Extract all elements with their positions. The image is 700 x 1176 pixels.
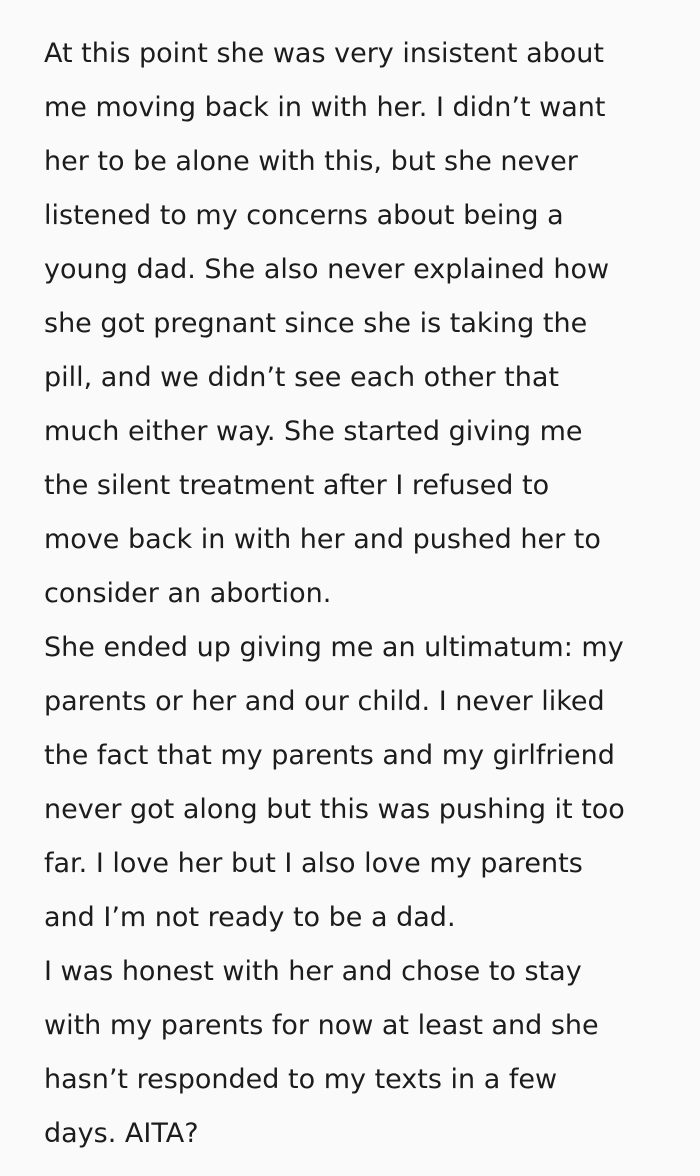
text-line: never got along but this was pushing it too [44,794,625,825]
text-line: days. AITA? [44,1118,199,1149]
text-line: young dad. She also never explained how [44,254,610,285]
text-line: She ended up giving me an ultimatum: my [44,632,624,663]
text-line: parents or her and our child. I never liked [44,686,605,717]
text-line: the silent treatment after I refused to [44,470,550,501]
text-line: listened to my concerns about being a [44,200,564,231]
text-line: consider an abortion. [44,578,332,609]
text-line: with my parents for now at least and she [44,1010,599,1041]
text-line: hasn’t responded to my texts in a few [44,1064,558,1095]
paragraph-2 [44,621,680,945]
text-line: far. I love her but I also love my parents [44,848,583,879]
text-line: she got pregnant since she is taking the [44,308,588,339]
text-line: I was honest with her and chose to stay [44,956,582,987]
paragraph-3 [44,945,680,1161]
text-line: move back in with her and pushed her to [44,524,601,555]
text-line: At this point she was very insistent about [44,38,604,69]
text-line: much either way. She started giving me [44,416,583,447]
text-line: and I’m not ready to be a dad. [44,902,456,933]
text-line: pill, and we didn’t see each other that [44,362,560,393]
text-line: the fact that my parents and my girlfriend [44,740,615,771]
text-line: her to be alone with this, but she never [44,146,578,177]
text-line: me moving back in with her. I didn’t want [44,92,606,123]
paragraph-1 [44,27,680,621]
